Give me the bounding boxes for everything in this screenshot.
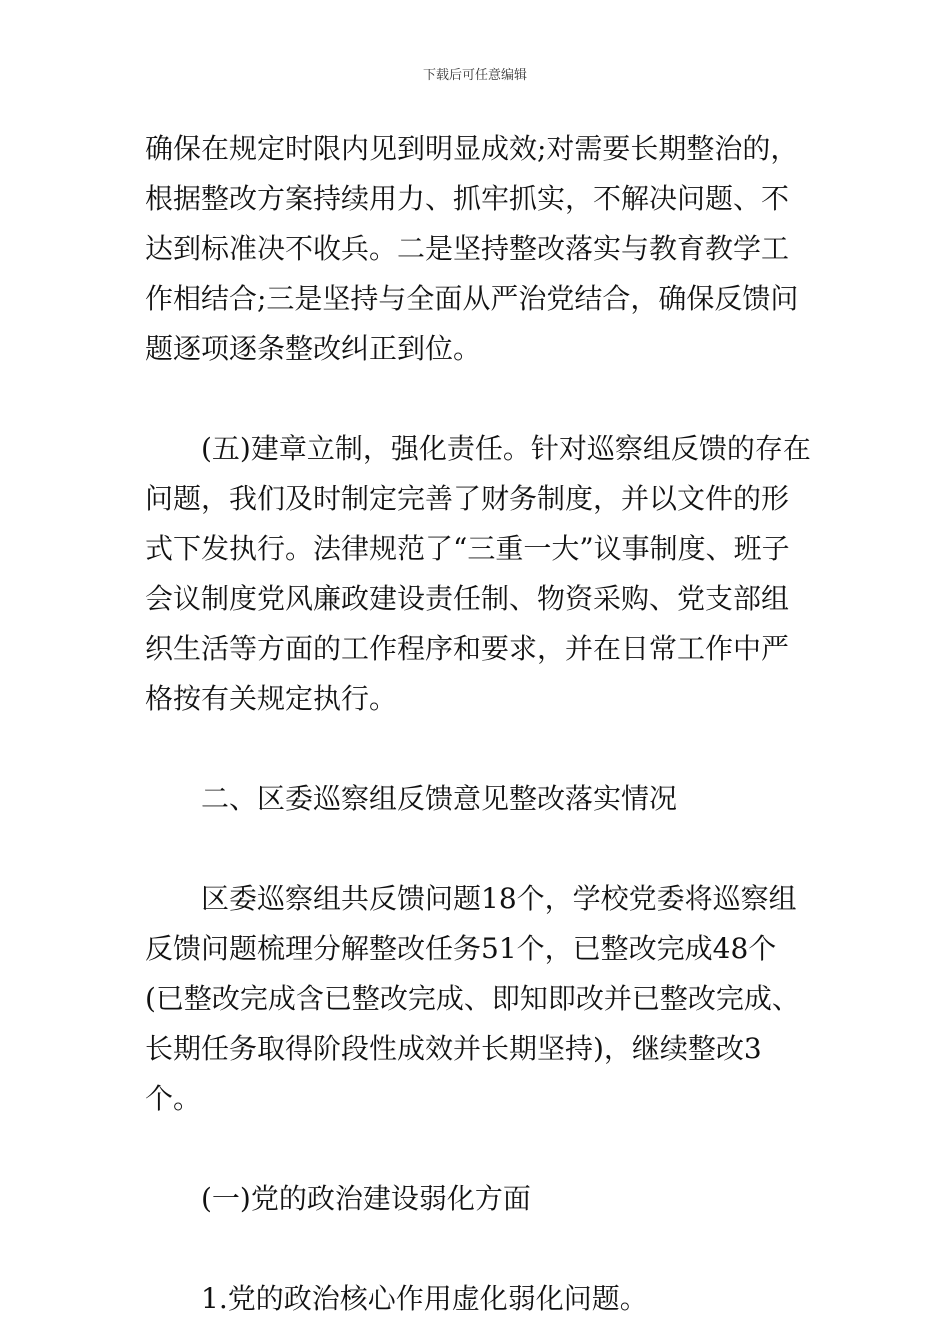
page-header-note: 下载后可任意编辑 <box>422 68 527 83</box>
paragraph-rectification-results: 确保在规定时限内见到明显成效;对需要长期整治的，根据整改方案持续用力、抓牢抓实，不解决问题、不达到标准决不收兵。二是坚持整改落实与教育教学工作相结合;三是坚持与全面从严治党结合，确保反馈问题逐项逐条整改纠正到位。 <box>145 132 799 365</box>
subsection-heading-political-construction: (一)党的政治建设弱化方面 <box>201 1182 531 1215</box>
item-heading-core-role-issue: 1.党的政治核心作用虚化弱化问题。 <box>201 1282 648 1315</box>
section-heading-district-inspection: 二、区委巡察组反馈意见整改落实情况 <box>201 782 678 815</box>
paragraph-rules-and-responsibility: (五)建章立制，强化责任。针对巡察组反馈的存在问题，我们及时制定完善了财务制度，并以文件的形式下发执行。法律规范了“三重一大”议事制度、班子会议制度党风廉政建设责任制、物资采购、党支部组织生活等方面的工作程序和要求，并在日常工作中严格按有关规定执行。 <box>145 432 811 715</box>
paragraph-issue-statistics: 区委巡察组共反馈问题18个，学校党委将巡察组反馈问题梳理分解整改任务51个，已整改完成48个(已整改完成含已整改完成、即知即改并已整改完成、长期任务取得阶段性成效并长期坚持)，继续整改3个。 <box>145 882 800 1115</box>
document-body <box>145 124 815 1324</box>
